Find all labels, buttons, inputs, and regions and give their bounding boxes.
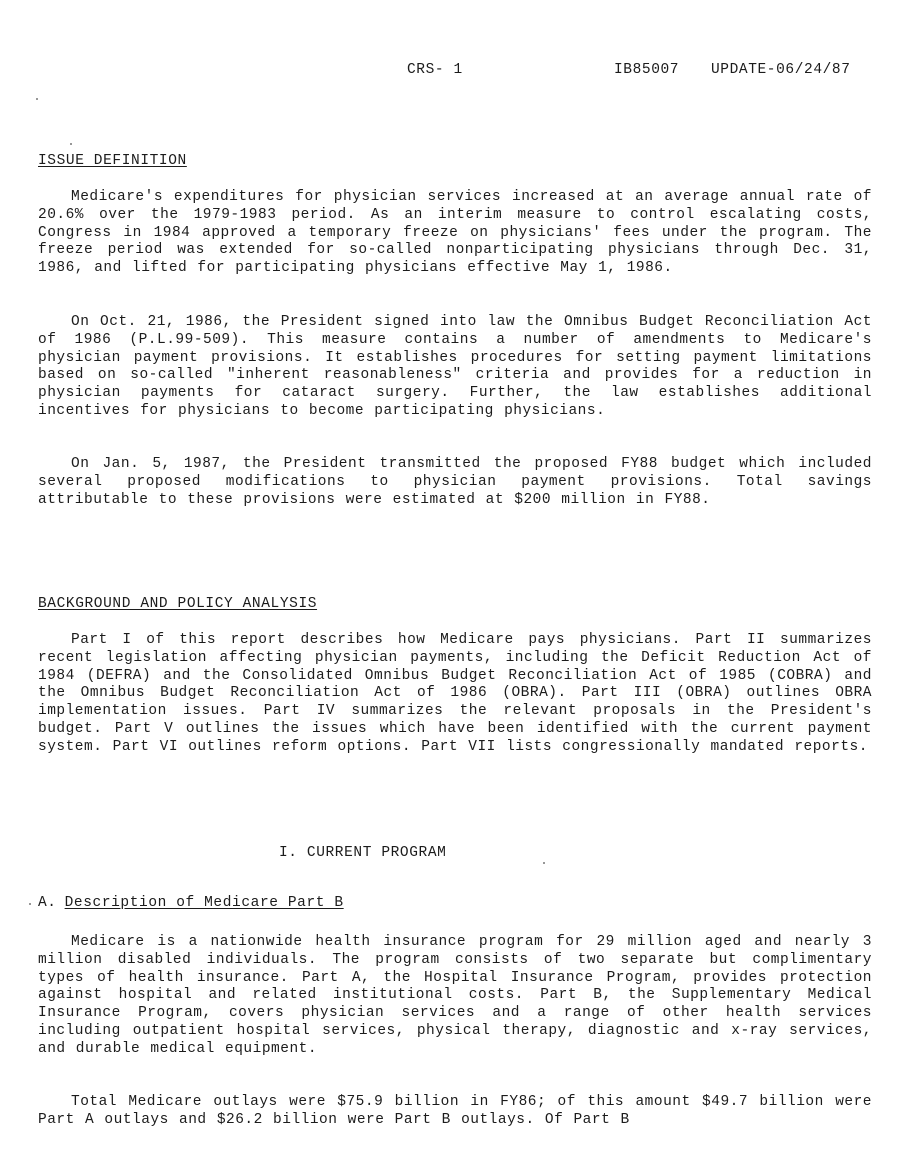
background-paragraph-1: Part I of this report describes how Medicare pays physicians. Part II summarizes recent legislation affecting physician payments, including the Deficit Reduction Act of 1984 (DEFRA) and the Consolidated Omnibus Budget Reconciliation Act of 1985 (COBRA) and the Omnibus Budget Reconciliation Act of 1986 (OBRA). Part III (OBRA) outlines OBRA implementation issues. Part IV summarizes the relevant proposals in the President's budget. Part V outlines the issues which have been identified with the current payment system. Part VI outlines reform options. Part VII lists congressionally mandated reports.: [38, 632, 872, 755]
issue-paragraph-1: Medicare's expenditures for physician services increased at an average annual rate of 20.6% over the 1979-1983 period. As an interim measure to control escalating costs, Congress in 1984 approved a temporary freeze on physicians' fees under the program. The freeze period was extended for so-called nonparticipating physicians through Dec. 31, 1986, and lifted for participating physicians effective May 1, 1986.: [38, 189, 872, 277]
update-date: UPDATE-06/24/87: [711, 62, 851, 78]
section-title: I. CURRENT PROGRAM: [279, 845, 447, 861]
page-label: CRS- 1: [407, 62, 463, 78]
scan-speck: [36, 98, 38, 100]
issue-definition-heading: ISSUE DEFINITION: [38, 153, 187, 169]
issue-paragraph-3: On Jan. 5, 1987, the President transmitted the proposed FY88 budget which included several proposed modifications to physician payment provisions. Total savings attributable to these provisions were estimated at $200 million in FY88.: [38, 456, 872, 508]
page-header: [0, 62, 920, 82]
subsection-title: Description of Medicare Part B: [64, 895, 344, 911]
scan-speck: [70, 143, 72, 145]
issue-paragraph-2: On Oct. 21, 1986, the President signed into law the Omnibus Budget Reconciliation Act of 1986 (P.L.99-509). This measure contains a number of amendments to Medicare's physician payment provisions. It establishes procedures for setting payment limitations based on so-called "inherent reasonableness" criteria and provides for a reduction in physician payments for cataract surgery. Further, the law establishes additional incentives for physicians to become participating physicians.: [38, 314, 872, 419]
subsection-heading: [38, 895, 344, 911]
current-program-paragraph-1: Medicare is a nationwide health insurance program for 29 million aged and nearly 3 million disabled individuals. The program consists of two separate but complimentary types of health insurance. Part A, the Hospital Insurance Program, provides protection against hospital and related institutional costs. Part B, the Supplementary Medical Insurance Program, covers physician services and a range of other health services including outpatient hospital services, physical therapy, diagnostic and x-ray services, and durable medical equipment.: [38, 934, 872, 1057]
background-heading: BACKGROUND AND POLICY ANALYSIS: [38, 596, 318, 612]
scan-speck: [543, 862, 545, 864]
subsection-letter: A.: [38, 895, 57, 911]
current-program-paragraph-2: Total Medicare outlays were $75.9 billion in FY86; of this amount $49.7 billion were Part A outlays and $26.2 billion were Part B outlays. Of Part B: [38, 1094, 872, 1128]
scan-speck: [29, 903, 31, 905]
document-id: IB85007: [614, 62, 680, 78]
